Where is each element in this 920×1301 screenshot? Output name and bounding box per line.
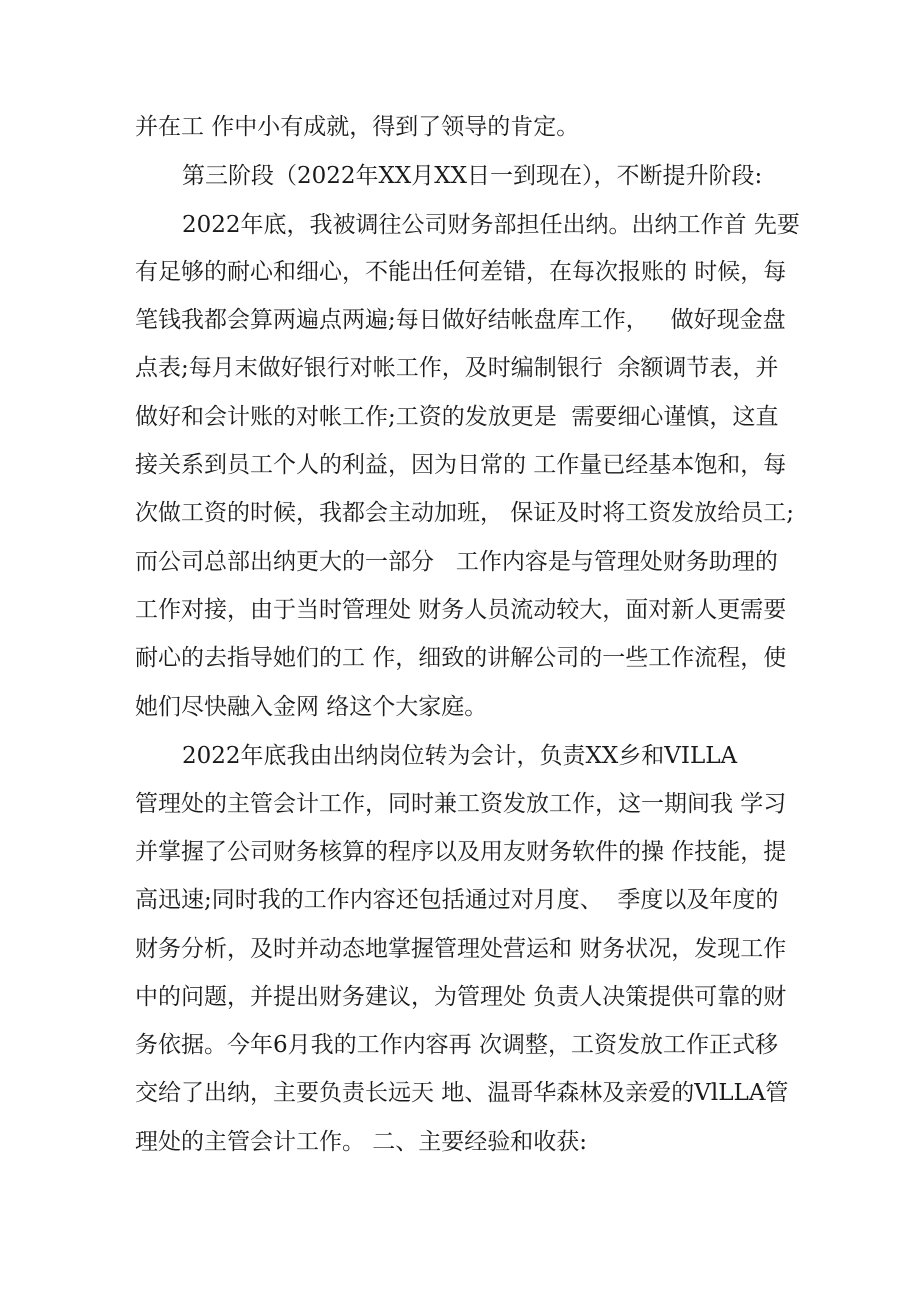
text-line: 做好和会计账的对帐工作;工资的发放更是 需要细心谨慎，这直 [135, 404, 779, 430]
text-line: 工作对接，由于当时管理处 财务人员流动较大，面对新人更需要 [135, 597, 787, 623]
text-line: 2022年底我由出纳岗位转为会计，负责XX乡和VILLA [182, 743, 738, 769]
text-line: 而公司总部出纳更大的一部分 工作内容是与管理处财务助理的 [135, 549, 778, 575]
text-line: 她们尽快融入金网 络这个大家庭。 [135, 694, 488, 720]
text-line: 2022年底，我被调往公司财务部担任出纳。出纳工作首 先要 [182, 212, 800, 238]
text-line: 笔钱我都会算两遍点两遍;每日做好结帐盘库工作， 做好现金盘 [135, 307, 786, 333]
text-line: 点表;每月末做好银行对帐工作，及时编制银行 余额调节表，并 [135, 355, 779, 381]
text-line: 管理处的主管会计工作，同时兼工资发放工作，这一期间我 学习 [135, 791, 787, 817]
text-line: 高迅速;同时我的工作内容还包括通过对月度、 季度以及年度的 [135, 887, 779, 913]
text-line: 中的问题，并提出财务建议，为管理处 负责人决策提供可靠的财 [135, 984, 787, 1010]
text-line: 交给了出纳，主要负责长远天 地、温哥华森林及亲爱的VlLLA管 [135, 1080, 789, 1106]
text-line: 并在工 作中小有成就，得到了领导的肯定。 [135, 114, 580, 140]
text-line: 耐心的去指导她们的工 作，细致的讲解公司的一些工作流程，使 [135, 645, 787, 671]
text-line: 次做工资的时候，我都会主动加班， 保证及时将工资发放给员工; [135, 500, 795, 526]
text-line: 理处的主管会计工作。 二、主要经验和收获: [135, 1129, 588, 1155]
text-line: 有足够的耐心和细心，不能出任何差错，在每次报账的 时候，每 [135, 259, 787, 285]
text-line: 并掌握了公司财务核算的程序以及用友财务软件的操 作技能，提 [135, 839, 787, 865]
text-line: 接关系到员工个人的利益，因为日常的 工作量已经基本饱和，每 [135, 452, 787, 478]
text-line: 财务分析，及时并动态地掌握管理处营运和 财务状况，发现工作 [135, 936, 787, 962]
text-line: 第三阶段（2022年XX月XX日一到现在），不断提升阶段: [182, 163, 763, 189]
text-line: 务依据。今年6月我的工作内容再 次调整，工资发放工作正式移 [135, 1032, 778, 1058]
